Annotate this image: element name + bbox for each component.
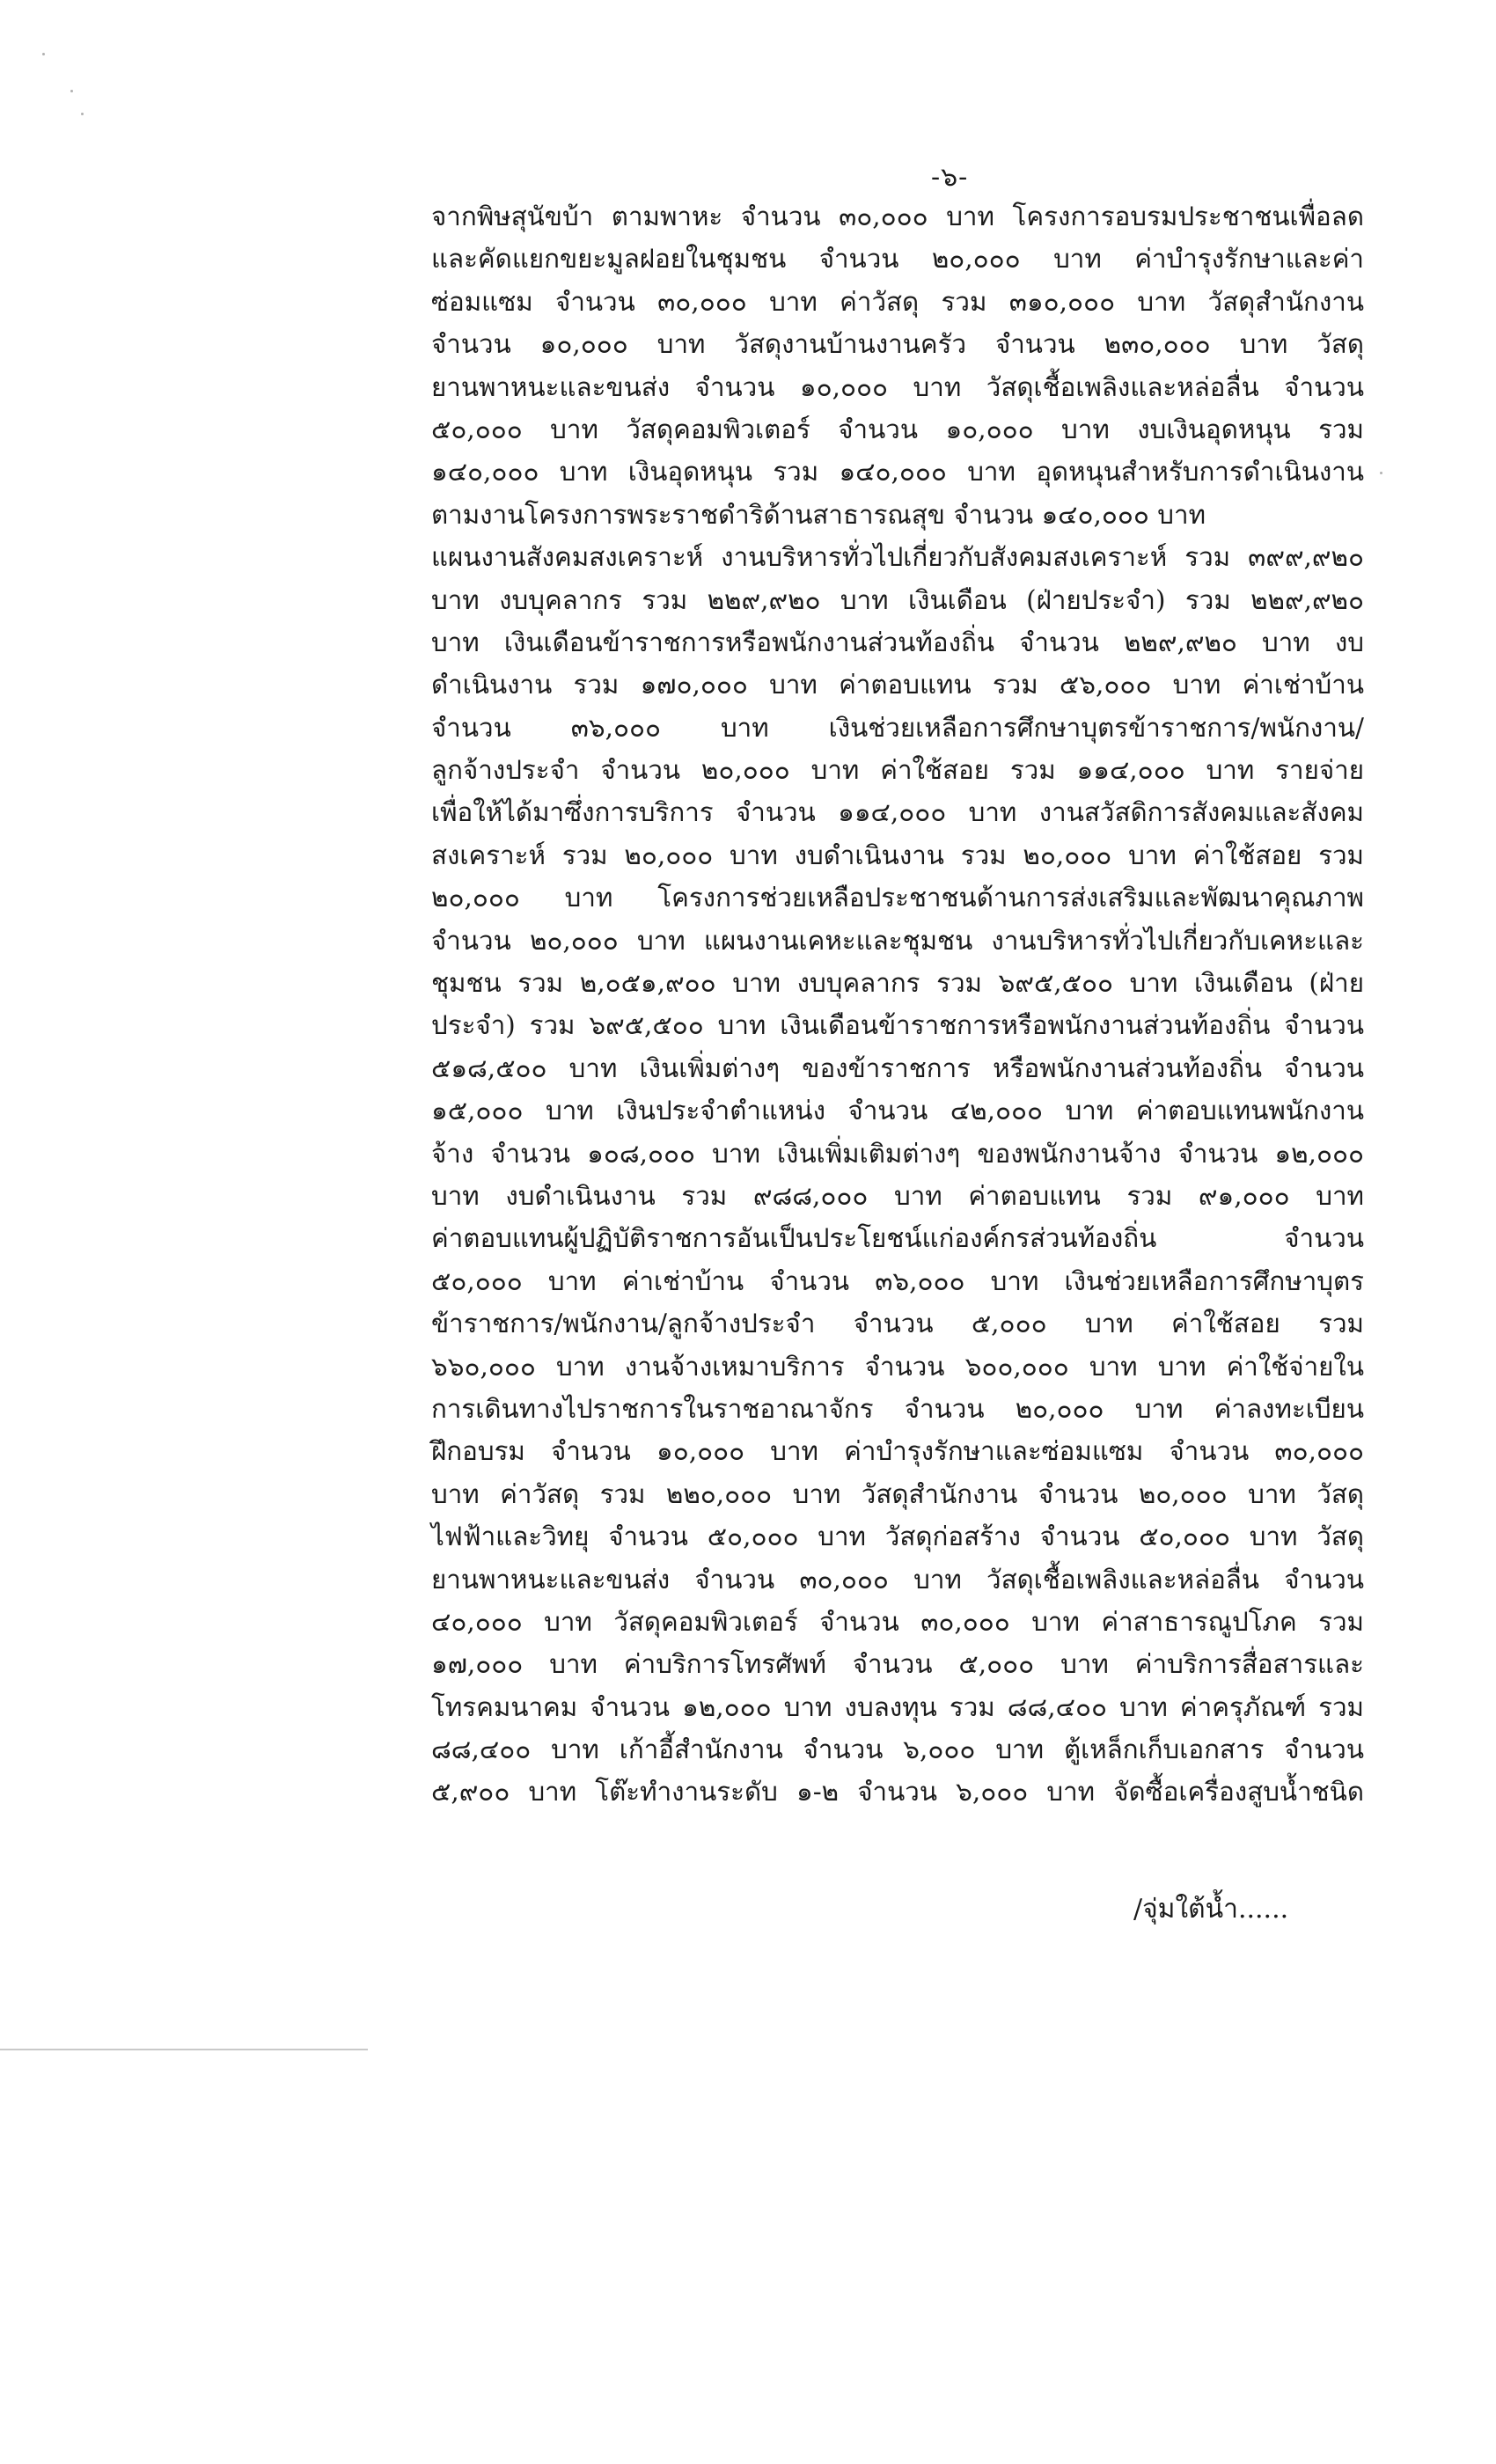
text-line: การเดินทางไปราชการในราชอาณาจักร จำนวน ๒๐,๐๐๐ บาท ค่าลงทะเบียน <box>431 1393 1364 1424</box>
text-line: ยานพาหนะและขนส่ง จำนวน ๓๐,๐๐๐ บาท วัสดุเชื้อเพลิงและหล่อลื่น จำนวน <box>431 1564 1364 1595</box>
text-line: ซ่อมแซม จำนวน ๓๐,๐๐๐ บาท ค่าวัสดุ รวม ๓๑๐,๐๐๐ บาท วัสดุสำนักงาน <box>431 286 1364 317</box>
text-line: ๖๖๐,๐๐๐ บาท งานจ้างเหมาบริการ จำนวน ๖๐๐,๐๐๐ บาท บาท ค่าใช้จ่ายใน <box>431 1351 1364 1382</box>
text-line: และคัดแยกขยะมูลฝอยในชุมชน จำนวน ๒๐,๐๐๐ บาท ค่าบำรุงรักษาและค่า <box>431 244 1364 275</box>
text-line: ฝึกอบรม จำนวน ๑๐,๐๐๐ บาท ค่าบำรุงรักษาและซ่อมแซม จำนวน ๓๐,๐๐๐ <box>431 1436 1364 1467</box>
text-line: ยานพาหนะและขนส่ง จำนวน ๑๐,๐๐๐ บาท วัสดุเชื้อเพลิงและหล่อลื่น จำนวน <box>431 371 1364 402</box>
text-line: จำนวน ๒๐,๐๐๐ บาท แผนงานเคหะและชุมชน งานบริหารทั่วไปเกี่ยวกับเคหะและ <box>431 925 1364 956</box>
text-line: สงเคราะห์ รวม ๒๐,๐๐๐ บาท งบดำเนินงาน รวม ๒๐,๐๐๐ บาท ค่าใช้สอย รวม <box>431 840 1364 870</box>
scan-speck <box>70 90 73 92</box>
text-line: ๕๐,๐๐๐ บาท วัสดุคอมพิวเตอร์ จำนวน ๑๐,๐๐๐ บาท งบเงินอุดหนุน รวม <box>431 414 1364 444</box>
text-line: ๘๘,๔๐๐ บาท เก้าอี้สำนักงาน จำนวน ๖,๐๐๐ บาท ตู้เหล็กเก็บเอกสาร จำนวน <box>431 1734 1364 1765</box>
text-line: ข้าราชการ/พนักงาน/ลูกจ้างประจำ จำนวน ๕,๐๐๐ บาท ค่าใช้สอย รวม <box>431 1309 1364 1339</box>
text-line: โทรคมนาคม จำนวน ๑๒,๐๐๐ บาท งบลงทุน รวม ๘๘,๔๐๐ บาท ค่าครุภัณฑ์ รวม <box>431 1691 1365 1722</box>
text-line: ๑๕,๐๐๐ บาท เงินประจำตำแหน่ง จำนวน ๔๒,๐๐๐ บาท ค่าตอบแทนพนักงาน <box>431 1096 1364 1126</box>
text-line: ๔๐,๐๐๐ บาท วัสดุคอมพิวเตอร์ จำนวน ๓๐,๐๐๐ บาท ค่าสาธารณูปโภค รวม <box>431 1606 1364 1637</box>
body-text <box>431 195 1364 1814</box>
text-line: ไฟฟ้าและวิทยุ จำนวน ๕๐,๐๐๐ บาท วัสดุก่อสร้าง จำนวน ๕๐,๐๐๐ บาท วัสดุ <box>431 1522 1364 1552</box>
text-line: บาท งบดำเนินงาน รวม ๙๘๘,๐๐๐ บาท ค่าตอบแทน รวม ๙๑,๐๐๐ บาท <box>431 1180 1364 1211</box>
text-line: ตามงานโครงการพระราชดำริด้านสาธารณสุข จำนวน ๑๔๐,๐๐๐ บาท <box>431 499 1206 530</box>
text-line: ๑๔๐,๐๐๐ บาท เงินอุดหนุน รวม ๑๔๐,๐๐๐ บาท อุดหนุนสำหรับการดำเนินงาน <box>431 457 1364 488</box>
text-line: บาท เงินเดือนข้าราชการหรือพนักงานส่วนท้องถิ่น จำนวน ๒๒๙,๙๒๐ บาท งบ <box>431 627 1364 657</box>
scan-speck <box>1380 472 1382 474</box>
continuation-marker: /จุ่มใต้น้ำ...... <box>1133 1894 1289 1925</box>
scan-speck <box>42 53 45 55</box>
text-line: ค่าตอบแทนผู้ปฏิบัติราชการอันเป็นประโยชน์แก่องค์กรส่วนท้องถิ่น จำนวน <box>431 1223 1364 1254</box>
text-line: ลูกจ้างประจำ จำนวน ๒๐,๐๐๐ บาท ค่าใช้สอย รวม ๑๑๔,๐๐๐ บาท รายจ่าย <box>431 755 1364 786</box>
text-line: ๕๐,๐๐๐ บาท ค่าเช่าบ้าน จำนวน ๓๖,๐๐๐ บาท เงินช่วยเหลือการศึกษาบุตร <box>431 1265 1364 1296</box>
text-line: ๕๑๘,๕๐๐ บาท เงินเพิ่มต่างๆ ของข้าราชการ หรือพนักงานส่วนท้องถิ่น จำนวน <box>431 1052 1364 1083</box>
text-line: เพื่อให้ได้มาซึ่งการบริการ จำนวน ๑๑๔,๐๐๐ บาท งานสวัสดิการสังคมและสังคม <box>431 797 1364 828</box>
scan-edge-line <box>0 2049 368 2050</box>
text-line: ๑๗,๐๐๐ บาท ค่าบริการโทรศัพท์ จำนวน ๕,๐๐๐ บาท ค่าบริการสื่อสารและ <box>431 1649 1364 1680</box>
text-line: ดำเนินงาน รวม ๑๗๐,๐๐๐ บาท ค่าตอบแทน รวม ๕๖,๐๐๐ บาท ค่าเช่าบ้าน <box>431 670 1364 700</box>
page-number: -๖- <box>931 162 969 193</box>
text-line: ประจำ) รวม ๖๙๕,๕๐๐ บาท เงินเดือนข้าราชการหรือพนักงานส่วนท้องถิ่น จำนวน <box>431 1010 1364 1041</box>
scan-speck <box>81 113 84 115</box>
text-line: บาท ค่าวัสดุ รวม ๒๒๐,๐๐๐ บาท วัสดุสำนักงาน จำนวน ๒๐,๐๐๐ บาท วัสดุ <box>431 1478 1364 1509</box>
text-line: ๕,๙๐๐ บาท โต๊ะทำงานระดับ ๑-๒ จำนวน ๖,๐๐๐ บาท จัดซื้อเครื่องสูบน้ำชนิด <box>431 1777 1364 1808</box>
text-line: จำนวน ๓๖,๐๐๐ บาท เงินช่วยเหลือการศึกษาบุตรข้าราชการ/พนักงาน/ <box>431 712 1364 743</box>
text-line: จ้าง จำนวน ๑๐๘,๐๐๐ บาท เงินเพิ่มเติมต่างๆ ของพนักงานจ้าง จำนวน ๑๒,๐๐๐ <box>431 1138 1364 1169</box>
text-line: จากพิษสุนัขบ้า ตามพาหะ จำนวน ๓๐,๐๐๐ บาท โครงการอบรมประชาชนเพื่อลด <box>431 202 1364 231</box>
text-line: ชุมชน รวม ๒,๐๕๑,๙๐๐ บาท งบบุคลากร รวม ๖๙๕,๕๐๐ บาท เงินเดือน (ฝ่าย <box>431 968 1364 999</box>
text-line: แผนงานสังคมสงเคราะห์ งานบริหารทั่วไปเกี่ยวกับสังคมสงเคราะห์ รวม ๓๙๙,๙๒๐ <box>431 542 1364 573</box>
text-line: จำนวน ๑๐,๐๐๐ บาท วัสดุงานบ้านงานครัว จำนวน ๒๓๐,๐๐๐ บาท วัสดุ <box>431 329 1364 360</box>
text-line: บาท งบบุคลากร รวม ๒๒๙,๙๒๐ บาท เงินเดือน (ฝ่ายประจำ) รวม ๒๒๙,๙๒๐ <box>431 584 1364 615</box>
text-line: ๒๐,๐๐๐ บาท โครงการช่วยเหลือประชาชนด้านการส่งเสริมและพัฒนาคุณภาพ <box>431 883 1364 913</box>
